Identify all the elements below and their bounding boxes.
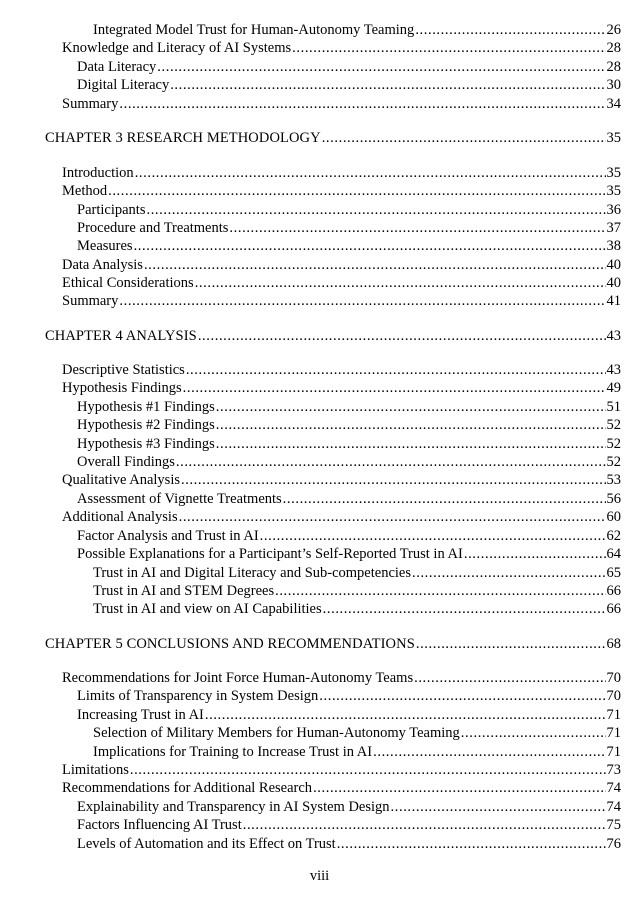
toc-entry-title: Procedure and Treatments <box>77 220 229 236</box>
toc-entry <box>62 182 621 200</box>
toc-entry-page: 68 <box>606 636 621 652</box>
dot-leader <box>323 600 606 618</box>
toc-entry <box>62 508 621 526</box>
toc-entry-title: Increasing Trust in AI <box>77 707 204 723</box>
dot-leader <box>322 129 606 147</box>
toc-entry-title: Hypothesis #1 Findings <box>77 399 215 415</box>
toc-entry-title: Ethical Considerations <box>62 275 194 291</box>
toc-entry-page: 66 <box>606 601 621 617</box>
toc-entry-page: 60 <box>606 509 621 525</box>
toc-entry <box>77 76 621 94</box>
toc-entry-page: 35 <box>606 183 621 199</box>
toc-entry <box>62 669 621 687</box>
dot-leader <box>135 164 606 182</box>
dot-leader <box>181 471 606 489</box>
toc-entry <box>77 706 621 724</box>
dot-leader <box>179 508 606 526</box>
toc-entry-title: CHAPTER 4 ANALYSIS <box>45 328 197 344</box>
toc-entry-title: Descriptive Statistics <box>62 362 185 378</box>
toc-entry-title: Overall Findings <box>77 454 175 470</box>
toc-entry-title: Qualitative Analysis <box>62 472 180 488</box>
toc-entry <box>62 471 621 489</box>
toc-entry-title: Hypothesis #3 Findings <box>77 436 215 452</box>
toc-entry-title: Trust in AI and Digital Literacy and Sub-competencies <box>93 565 411 581</box>
dot-leader <box>146 201 605 219</box>
toc-entry-title: Factors Influencing AI Trust <box>77 817 242 833</box>
toc-chapter-entry <box>45 635 621 653</box>
toc-entry-title: Possible Explanations for a Participant’s Self-Reported Trust in AI <box>77 546 463 562</box>
toc-entry <box>77 201 621 219</box>
dot-leader <box>186 361 606 379</box>
toc-entry <box>62 779 621 797</box>
dot-leader <box>130 761 606 779</box>
dot-leader <box>108 182 605 200</box>
toc-entry-page: 41 <box>606 293 621 309</box>
toc-entry-page: 49 <box>606 380 621 396</box>
dot-leader <box>229 219 605 237</box>
toc-entry <box>77 798 621 816</box>
toc-entry <box>62 274 621 292</box>
toc-entry <box>62 361 621 379</box>
dot-leader <box>283 490 606 508</box>
toc-entry-title: Levels of Automation and its Effect on Trust <box>77 836 336 852</box>
dot-leader <box>205 706 606 724</box>
toc-entry-page: 30 <box>606 77 621 93</box>
toc-entry <box>77 435 621 453</box>
toc-entry-page: 52 <box>606 436 621 452</box>
toc-entry-page: 74 <box>606 799 621 815</box>
toc-entry-title: Measures <box>77 238 133 254</box>
toc-entry-page: 66 <box>606 583 621 599</box>
dot-leader <box>260 527 606 545</box>
toc-entry-page: 38 <box>606 238 621 254</box>
toc-entry <box>77 545 621 563</box>
toc-entry-page: 26 <box>606 22 621 38</box>
toc-entry <box>93 582 621 600</box>
toc-entry-page: 52 <box>606 454 621 470</box>
toc-entry-title: Hypothesis #2 Findings <box>77 417 215 433</box>
toc-entry-title: CHAPTER 5 CONCLUSIONS AND RECOMMENDATIONS <box>45 636 415 652</box>
toc-entry <box>62 164 621 182</box>
toc-entry-page: 64 <box>606 546 621 562</box>
dot-leader <box>198 327 606 345</box>
toc-entry <box>77 687 621 705</box>
toc-entry-title: Trust in AI and view on AI Capabilities <box>93 601 322 617</box>
toc-entry-title: Data Literacy <box>77 59 157 75</box>
toc-entry-title: Explainability and Transparency in AI System Design <box>77 799 390 815</box>
dot-leader <box>134 237 606 255</box>
toc-entry <box>93 600 621 618</box>
toc-entry <box>77 237 621 255</box>
dot-leader <box>176 453 606 471</box>
toc-entry-title: CHAPTER 3 RESEARCH METHODOLOGY <box>45 130 321 146</box>
toc-entry <box>77 835 621 853</box>
toc-entry-title: Hypothesis Findings <box>62 380 182 396</box>
toc-entry-page: 37 <box>606 220 621 236</box>
dot-leader <box>216 416 606 434</box>
toc-entry-title: Additional Analysis <box>62 509 178 525</box>
dot-leader <box>216 435 606 453</box>
dot-leader <box>414 669 605 687</box>
toc-entry-page: 75 <box>606 817 621 833</box>
dot-leader <box>144 256 606 274</box>
toc-entry-title: Recommendations for Joint Force Human-Autonomy Teams <box>62 670 414 686</box>
toc-entry-title: Summary <box>62 293 119 309</box>
toc-entry-page: 40 <box>606 275 621 291</box>
toc-entry-title: Assessment of Vignette Treatments <box>77 491 282 507</box>
toc-entry-page: 51 <box>606 399 621 415</box>
dot-leader <box>337 835 606 853</box>
dot-leader <box>412 564 606 582</box>
toc-entry <box>62 39 621 57</box>
toc-entry-title: Summary <box>62 96 119 112</box>
toc-entry-page: 71 <box>606 707 621 723</box>
toc-chapter-entry <box>45 327 621 345</box>
dot-leader <box>313 779 605 797</box>
toc-entry-title: Data Analysis <box>62 257 143 273</box>
toc-entry <box>77 58 621 76</box>
toc-entry-page: 52 <box>606 417 621 433</box>
dot-leader <box>157 58 605 76</box>
dot-leader <box>415 21 605 39</box>
dot-leader <box>373 743 605 761</box>
dot-leader <box>416 635 606 653</box>
toc-entry-title: Factor Analysis and Trust in AI <box>77 528 259 544</box>
page-number: viii <box>309 868 330 884</box>
toc-entry <box>77 527 621 545</box>
dot-leader <box>216 398 606 416</box>
toc-entry <box>93 724 621 742</box>
toc-entry <box>93 21 621 39</box>
toc-entry-page: 28 <box>606 40 621 56</box>
dot-leader <box>243 816 606 834</box>
toc-entry-page: 35 <box>606 130 621 146</box>
toc-entry-title: Limits of Transparency in System Design <box>77 688 319 704</box>
toc-entry <box>93 743 621 761</box>
dot-leader <box>292 39 605 57</box>
toc-entry <box>62 761 621 779</box>
toc-entry <box>62 379 621 397</box>
toc-entry <box>77 219 621 237</box>
toc-entry-page: 70 <box>606 688 621 704</box>
dot-leader <box>119 95 605 113</box>
toc-entry-page: 71 <box>606 744 621 760</box>
toc-entry-title: Method <box>62 183 108 199</box>
toc-entry-title: Limitations <box>62 762 129 778</box>
dot-leader <box>464 545 606 563</box>
toc-entry-title: Introduction <box>62 165 134 181</box>
toc-entry-page: 65 <box>606 565 621 581</box>
toc-entry-page: 28 <box>606 59 621 75</box>
dot-leader <box>391 798 606 816</box>
toc-entry-title: Trust in AI and STEM Degrees <box>93 583 275 599</box>
dot-leader <box>183 379 606 397</box>
toc-entry <box>62 256 621 274</box>
dot-leader <box>170 76 605 94</box>
toc-entry-title: Implications for Training to Increase Trust in AI <box>93 744 373 760</box>
toc-entry-page: 40 <box>606 257 621 273</box>
dot-leader <box>319 687 605 705</box>
toc-entry-title: Digital Literacy <box>77 77 170 93</box>
toc-entry <box>62 292 621 310</box>
toc-entry-page: 34 <box>606 96 621 112</box>
toc-entry <box>77 416 621 434</box>
toc-entry-page: 53 <box>606 472 621 488</box>
toc-entry-title: Integrated Model Trust for Human-Autonomy Teaming <box>93 22 415 38</box>
toc-entry <box>77 490 621 508</box>
toc-entry-page: 62 <box>606 528 621 544</box>
dot-leader <box>461 724 606 742</box>
dot-leader <box>195 274 606 292</box>
toc-entry-title: Recommendations for Additional Research <box>62 780 313 796</box>
toc-entry <box>77 816 621 834</box>
toc-entry-page: 56 <box>606 491 621 507</box>
toc-entry-page: 43 <box>606 328 621 344</box>
toc-entry <box>77 398 621 416</box>
toc-entry-title: Participants <box>77 202 146 218</box>
toc-chapter-entry <box>45 129 621 147</box>
toc-entry-page: 35 <box>606 165 621 181</box>
toc-entry-page: 73 <box>606 762 621 778</box>
toc-entry <box>62 95 621 113</box>
toc-entry-page: 74 <box>606 780 621 796</box>
dot-leader <box>275 582 605 600</box>
toc-entry-title: Selection of Military Members for Human-Autonomy Teaming <box>93 725 460 741</box>
toc-entry-page: 70 <box>606 670 621 686</box>
toc-entry-page: 76 <box>606 836 621 852</box>
toc-entry-page: 71 <box>606 725 621 741</box>
toc-entry-title: Knowledge and Literacy of AI Systems <box>62 40 292 56</box>
toc-entry <box>77 453 621 471</box>
toc-entry-page: 36 <box>606 202 621 218</box>
dot-leader <box>119 292 605 310</box>
toc-entry <box>93 564 621 582</box>
toc-entry-page: 43 <box>606 362 621 378</box>
